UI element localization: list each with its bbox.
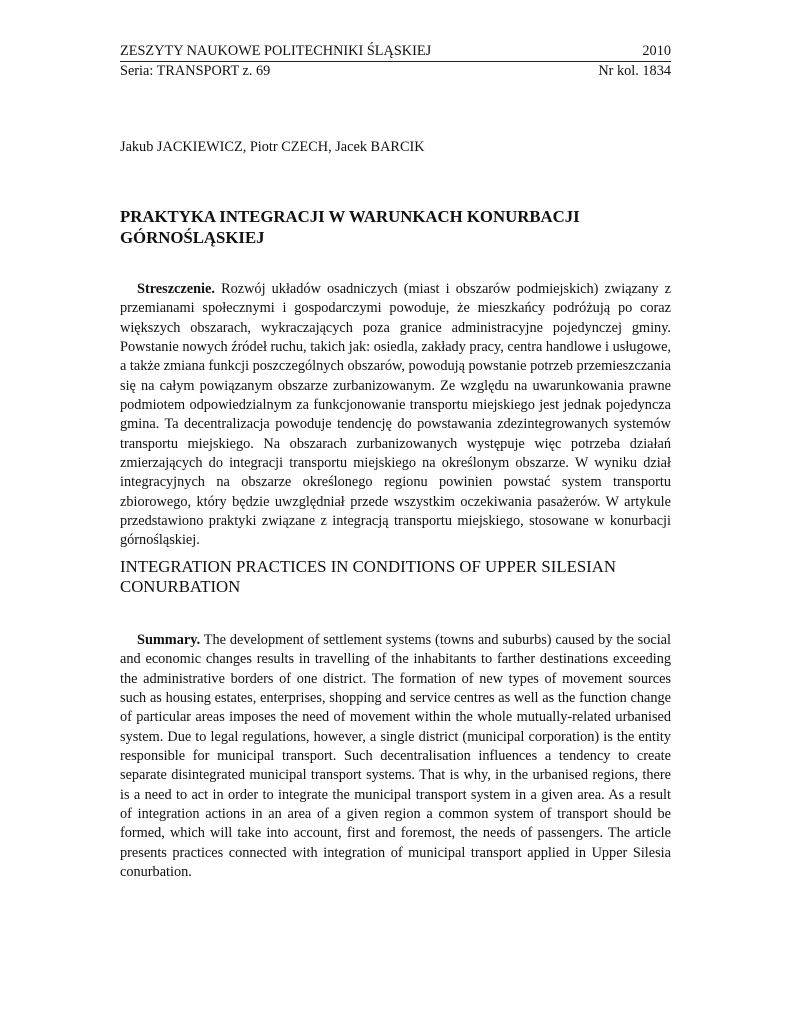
title-pl-line-1: PRAKTYKA INTEGRACJI W WARUNKACH KONURBACJI — [120, 207, 580, 226]
abstract-pl-label: Streszczenie. — [137, 281, 215, 297]
abstract-en-text: The development of settlement systems (towns and suburbs) caused by the social and economic changes results in travelling of the inhabitants to farther destinations exceeding the administrative borders of one district. The formation of new types of movement sources such as housing estates, enterprises, shopping and service centres as well as the function change of particular areas imposes the need of movement within the whole mutually-related urbanised system. Due to legal regulations, however, a single district (municipal corporation) is the entity responsible for municipal transport. Such decentralisation influences a tendency to create separate disintegrated municipal transport systems. That is why, in the urbanised regions, there is a need to act in order to integrate the municipal transport system in a given area. As a result of integration actions in an area of a given region a common system of transport should be formed, which will take into account, first and foremost, the needs of passengers. The article presents practices connected with integration of municipal transport applied in Upper Silesia conurbation. — [120, 632, 671, 881]
series-info: Seria: TRANSPORT z. 69 — [120, 63, 271, 79]
volume-number: Nr kol. 1834 — [598, 63, 671, 79]
paper-title-polish — [120, 206, 671, 248]
title-pl-line-2: GÓRNOŚLĄSKIEJ — [120, 228, 265, 247]
journal-name: ZESZYTY NAUKOWE POLITECHNIKI ŚLĄSKIEJ — [120, 43, 432, 59]
title-en-line-1: INTEGRATION PRACTICES IN CONDITIONS OF UPPER SILESIAN — [120, 557, 616, 576]
author-list: Jakub JACKIEWICZ, Piotr CZECH, Jacek BARCIK — [120, 139, 425, 155]
abstract-english — [120, 631, 671, 882]
running-header-top — [120, 41, 671, 61]
abstract-en-label: Summary. — [137, 632, 201, 648]
abstract-pl-text: Rozwój układów osadniczych (miast i obszarów podmiejskich) związany z przemianami społecznymi i gospodarczymi powoduje, że mieszkańcy podróżują po coraz większych obszarach, wykraczających poza granice administracyjne pojedynczej gminy. Powstanie nowych źródeł ruchu, takich jak: osiedla, zakłady pracy, centra handlowe i usługowe, a także zmiana funkcji poszczególnych obszarów, powodują powstanie potrzeb przemieszczania się na całym powiązanym obszarze zurbanizowanym. Ze względu na uwarunkowania prawne podmiotem odpowiedzialnym za funkcjonowanie transportu miejskiego jest jednak pojedyncza gmina. Ta decentralizacja powoduje tendencję do powstawania zdezintegrowanych systemów transportu miejskiego. Na obszarach zurbanizowanych występuje więc potrzeba działań zmierzających do integracji transportu miejskiego na określonym obszarze. W wyniku dział integracyjnych na obszarze określonego regionu powinien powstać system transportu zbiorowego, który będzie uwzględniał przede wszystkim oczekiwania pasażerów. W artykule przedstawiono praktyki związane z integracją transportu miejskiego, stosowane w konurbacji górnośląskiej. — [120, 281, 672, 549]
publication-year: 2010 — [642, 43, 671, 59]
abstract-polish — [120, 280, 671, 551]
paper-title-english — [120, 557, 671, 597]
title-en-line-2: CONURBATION — [120, 577, 241, 596]
running-header-bottom — [120, 61, 671, 81]
